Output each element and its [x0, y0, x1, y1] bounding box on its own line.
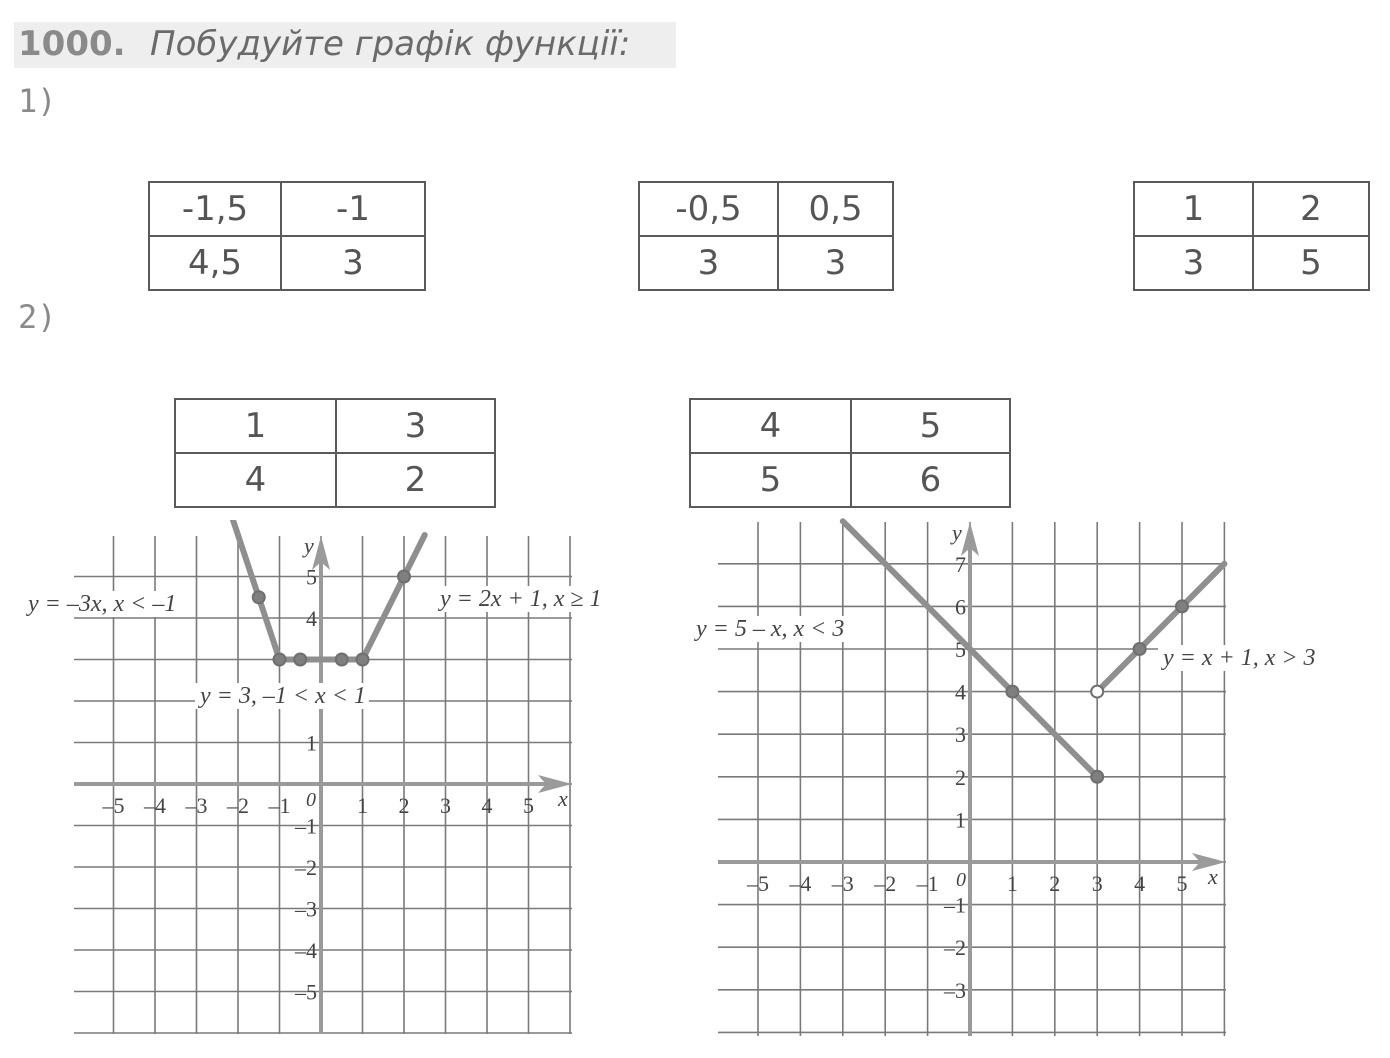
y-tick-label: 4 [306, 606, 317, 631]
table-cell: 5 [851, 399, 1010, 453]
filled-point [1006, 686, 1018, 698]
function-annotation: y = 3, –1 < x < 1 [200, 683, 366, 709]
origin-label: 0 [306, 789, 316, 811]
x-tick-label: 5 [1176, 871, 1188, 896]
x-tick-label: 2 [1049, 871, 1061, 896]
y-tick-label: –4 [295, 938, 317, 963]
x-axis-label: x [558, 786, 568, 811]
x-tick-label: –3 [185, 793, 208, 818]
x-tick-label: 4 [1134, 871, 1146, 896]
table-cell: 1 [175, 399, 336, 453]
x-axis-label: x [1208, 864, 1218, 889]
y-tick-label: 6 [955, 594, 966, 620]
x-tick-label: –4 [144, 793, 166, 818]
y-tick-label: –3 [295, 896, 317, 922]
table-cell: 4 [690, 399, 851, 453]
function-annotation: y = –3x, x < –1 [28, 591, 177, 617]
table-cell: 0,5 [778, 182, 893, 236]
x-tick-label: 1 [1006, 871, 1018, 896]
function-annotation: y = 5 – x, x < 3 [696, 616, 845, 642]
origin-label: 0 [956, 869, 966, 891]
y-axis-label: y [304, 533, 314, 558]
part-1-label: 1) [18, 82, 57, 120]
y-tick-label: –3 [944, 977, 966, 1003]
y-tick-label: 2 [955, 764, 966, 790]
y-tick-label: 1 [306, 730, 317, 756]
table-cell: 5 [1253, 236, 1369, 290]
y-tick-label: –1 [295, 813, 317, 839]
table-cell: 3 [336, 399, 495, 453]
open-point [1091, 686, 1103, 698]
table-cell: -0,5 [639, 182, 778, 236]
y-tick-label: 4 [955, 679, 966, 705]
x-tick-label: –1 [916, 871, 939, 896]
y-tick-label: –1 [944, 892, 966, 918]
table-cell: 3 [281, 236, 425, 290]
table-cell: 4,5 [149, 236, 281, 290]
table-cell: 1 [1134, 182, 1253, 236]
x-tick-label: –2 [227, 793, 249, 818]
function-annotation: y = x + 1, x > 3 [1163, 645, 1316, 671]
table-cell: 3 [778, 236, 893, 290]
y-tick-label: 3 [955, 722, 966, 748]
part-2-label: 2) [18, 298, 57, 336]
filled-point [1176, 600, 1188, 612]
y-tick-label: –2 [295, 855, 317, 880]
table-cell: -1,5 [149, 182, 281, 236]
task-number: 1000. [18, 24, 126, 64]
x-tick-label: 2 [398, 793, 410, 818]
table-cell: 5 [690, 453, 851, 507]
y-tick-label: 5 [306, 564, 317, 590]
table-cell: -1 [281, 182, 425, 236]
table-cell: 3 [1134, 236, 1253, 290]
y-tick-label: –2 [944, 935, 966, 961]
table-cell: 3 [639, 236, 778, 290]
x-tick-label: –5 [102, 793, 125, 818]
x-tick-label: –5 [747, 871, 769, 896]
x-tick-label: –3 [831, 871, 854, 896]
table-cell: 6 [851, 453, 1010, 507]
table-cell: 2 [336, 453, 495, 507]
table-cell: 4 [175, 453, 336, 507]
x-tick-label: 1 [357, 793, 368, 818]
x-tick-label: –1 [268, 793, 291, 818]
x-tick-label: –2 [874, 871, 897, 896]
y-axis-label: y [952, 520, 962, 545]
function-line [1097, 564, 1224, 692]
filled-point [1134, 643, 1146, 655]
x-tick-label: 3 [440, 793, 451, 818]
x-tick-label: –4 [789, 871, 812, 896]
x-tick-label: 4 [481, 793, 493, 818]
filled-point [1091, 771, 1103, 783]
x-tick-label: 5 [523, 793, 534, 818]
y-tick-label: 1 [955, 807, 966, 833]
x-tick-label: 3 [1091, 871, 1103, 896]
task-instruction: Побудуйте графік функції: [150, 24, 631, 64]
y-tick-label: 7 [955, 551, 966, 577]
function-annotation: y = 2x + 1, x ≥ 1 [440, 586, 602, 612]
y-tick-label: 5 [955, 637, 966, 662]
y-tick-label: –5 [295, 979, 317, 1005]
table-cell: 2 [1253, 182, 1369, 236]
